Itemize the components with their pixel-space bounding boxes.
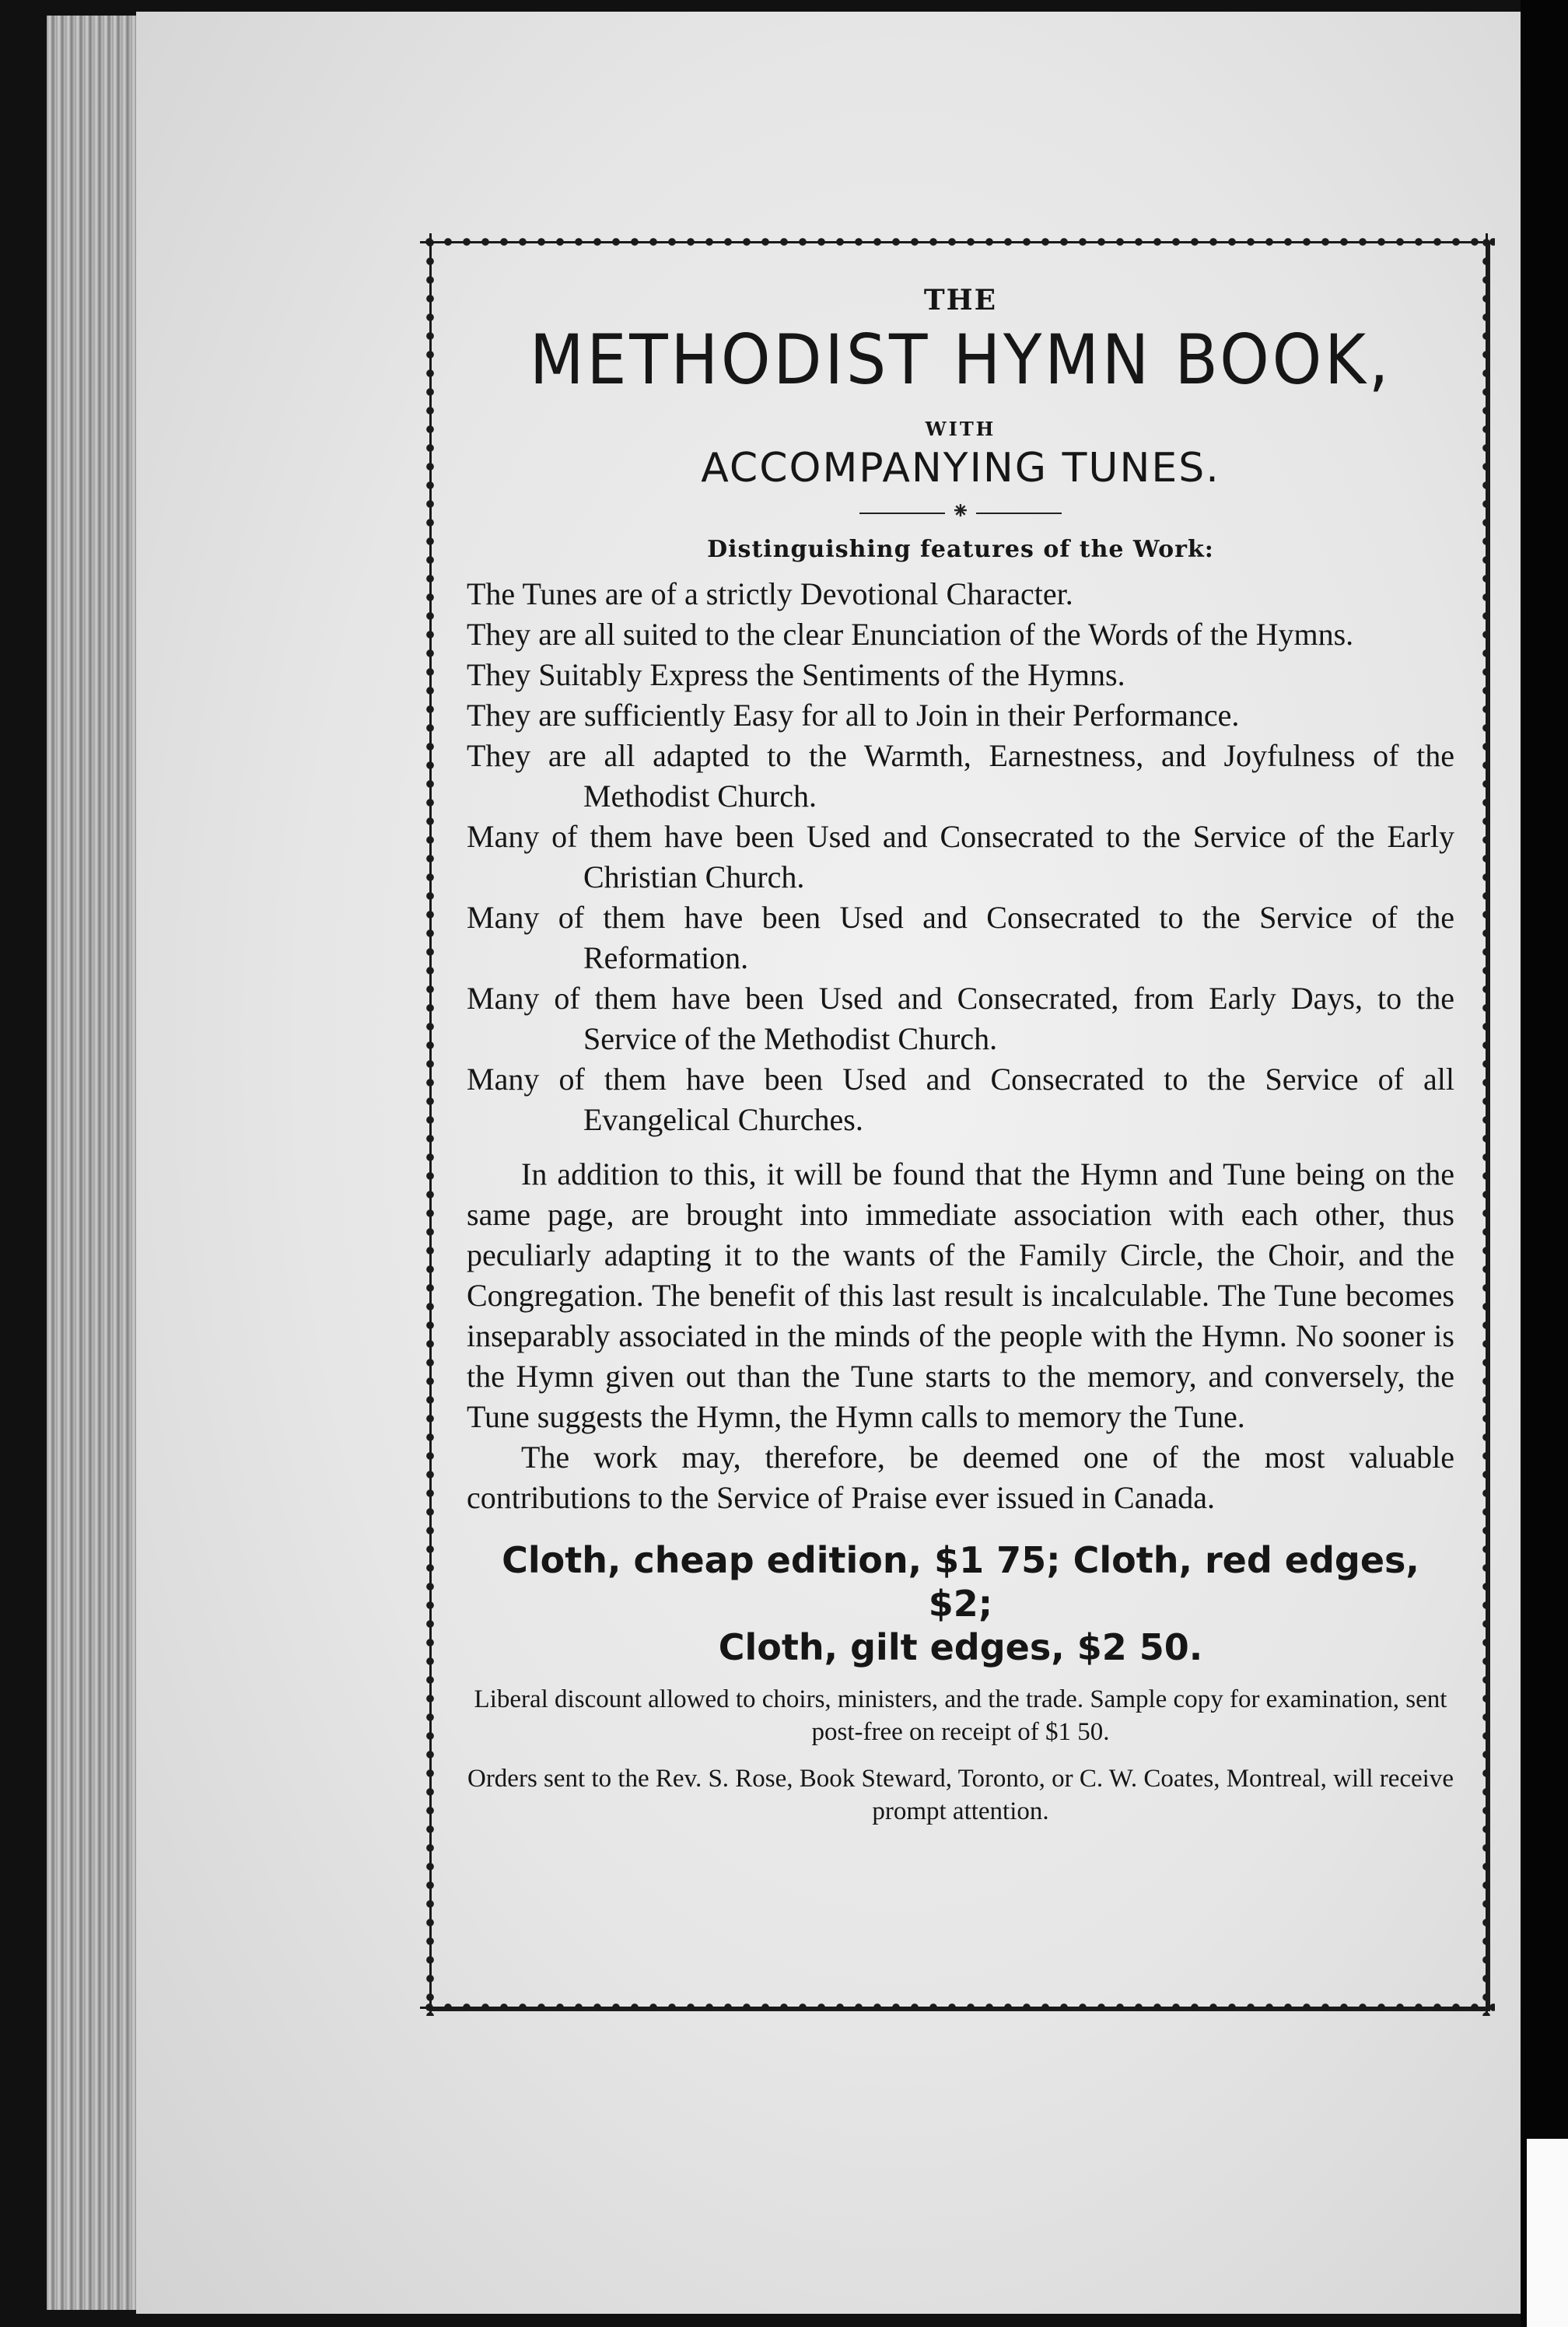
feature-item: They are sufficiently Easy for all to Join in their Performance.	[467, 698, 1240, 733]
feature-item: Many of them have been Used and Consecrated to the Service of all Evangelical Churches.	[467, 1062, 1454, 1137]
features-heading: Distinguishing features of the Work:	[707, 536, 1214, 563]
feature-item: They are all suited to the clear Enunciation of the Words of the Hymns.	[467, 617, 1354, 652]
feature-item: They are all adapted to the Warmth, Earnestness, and Joyfulness of the Methodist Church.	[467, 738, 1454, 814]
title-article: THE	[923, 284, 998, 317]
features-list	[467, 574, 1454, 1140]
feature-item: Many of them have been Used and Consecrated to the Service of the Reformation.	[467, 900, 1454, 975]
body-paragraph: In addition to this, it will be found that the Hymn and Tune being on the same page, are brought into immediate association with each other, thus peculiarly adapting it to the wants of the Family Circle, the Choir, and the Congregation. The benefit of this last result is incalculable. The Tune becomes inseparably associated in the minds of the people with the Hymn. No sooner is the Hymn given out than the Tune starts to the memory, and conversely, the Tune suggests the Hymn, the Hymn calls to memory the Tune.	[467, 1157, 1454, 1434]
discount-note: Liberal discount allowed to choirs, ministers, and the trade. Sample copy for examination, sent post-free on receipt of $1 50.	[474, 1685, 1447, 1746]
body-paragraph: The work may, therefore, be deemed one of the most valuable contributions to the Service of Praise ever issued in Canada.	[467, 1440, 1454, 1515]
feature-item: Many of them have been Used and Consecrated to the Service of the Early Christian Church.	[467, 819, 1454, 894]
feature-item: They Suitably Express the Sentiments of the Hymns.	[467, 657, 1125, 692]
feature-item: Many of them have been Used and Consecrated, from Early Days, to the Service of the Methodist Church.	[467, 981, 1454, 1056]
book-title: METHODIST HYMN BOOK,	[529, 320, 1392, 400]
scan-border-right	[1521, 0, 1568, 2327]
price-line: Cloth, gilt edges, $2 50.	[718, 1626, 1203, 1668]
price-line: Cloth, cheap edition, $1 75; Cloth, red edges, $2;	[502, 1539, 1419, 1625]
rule-line-left	[859, 513, 945, 514]
rule-ornament-icon: ⁕	[950, 499, 971, 524]
feature-item: The Tunes are of a strictly Devotional Character.	[467, 576, 1073, 611]
title-connector: WITH	[925, 418, 996, 440]
book-subtitle: ACCOMPANYING TUNES.	[701, 445, 1220, 492]
price-list	[467, 1538, 1454, 1669]
orders-note: Orders sent to the Rev. S. Rose, Book Steward, Toronto, or C. W. Coates, Montreal, will receive prompt attention.	[467, 1765, 1454, 1825]
book-page-edges	[47, 16, 140, 2310]
scan-edge-mark	[1527, 2139, 1568, 2327]
rule-line-right	[976, 513, 1062, 514]
advertisement-content	[467, 257, 1454, 1828]
ornamental-rule	[467, 498, 1454, 525]
